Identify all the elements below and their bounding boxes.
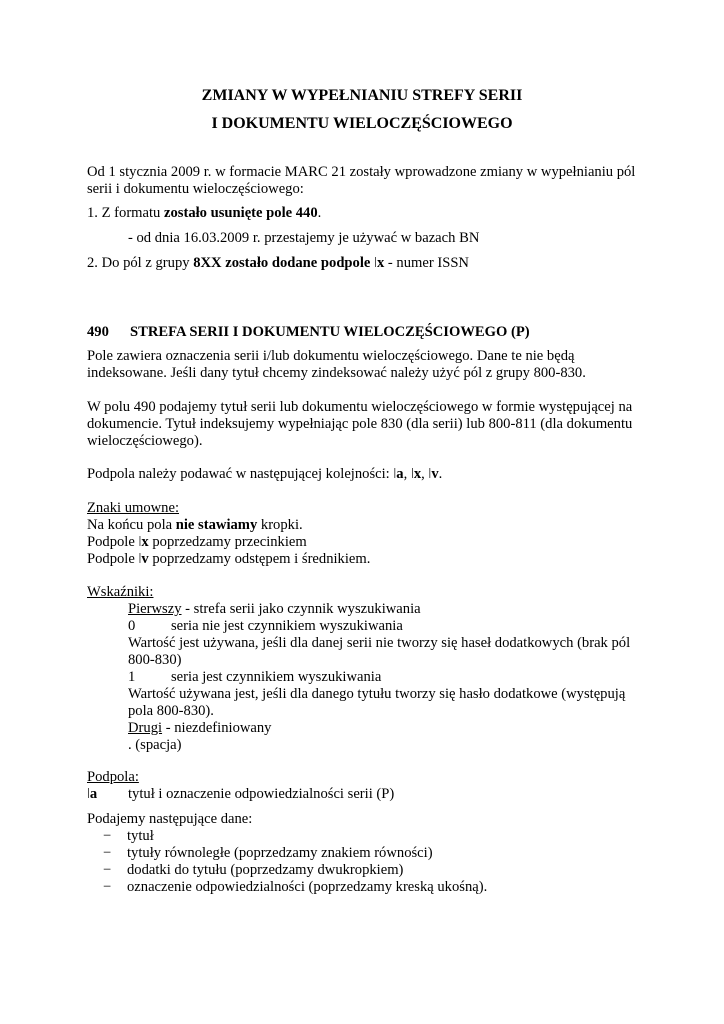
change-1-bold: zostało usunięte pole 440	[164, 205, 318, 221]
p2-line-2: dokumencie. Tytuł indeksujemy wypełniając pole 830 (dla serii) lub 800-811 (dla dokumentu	[87, 416, 633, 432]
p3-code-a: a	[396, 466, 404, 482]
change-2-code: x	[376, 255, 385, 271]
first-indicator-label: Pierwszy	[128, 601, 182, 617]
p3-end: .	[438, 466, 443, 482]
znaki-l1-prefix: Na końcu pola	[87, 517, 176, 533]
list-item	[87, 862, 647, 879]
wskazniki	[87, 584, 647, 754]
change-1-sub	[128, 230, 688, 247]
indicator-1-note-1: Wartość używana jest, jeśli dla danego tytułu tworzy się hasło dodatkowe (występują	[128, 686, 626, 702]
dash-bullet: −	[103, 879, 112, 895]
podajemy-dane	[87, 811, 647, 896]
znaki-umowne	[87, 500, 647, 568]
change-2-bold: 8XX zostało dodane podpole	[193, 255, 375, 271]
p3-sep: ,	[403, 466, 411, 482]
subfield-bar: ǀ	[87, 786, 90, 802]
znaki-l3-suffix: poprzedzamy odstępem i średnikiem.	[148, 551, 371, 567]
subfield-bar: ǀ	[410, 466, 414, 482]
section-heading	[87, 324, 647, 341]
znaki-l2-code: x	[141, 534, 149, 550]
list-item	[87, 879, 647, 896]
paragraph-1	[87, 348, 647, 382]
subfield-a-desc: tytuł i oznaczenie odpowiedzialności serii (P)	[128, 786, 395, 802]
znaki-l2-suffix: poprzedzamy przecinkiem	[148, 534, 307, 550]
title-line-2: I DOKUMENTU WIELOCZĘŚCIOWEGO	[211, 115, 513, 132]
indicator-0-note-2: 800-830)	[128, 652, 182, 668]
dash-bullet: −	[103, 845, 112, 861]
p1-line-2: indeksowane. Jeśli dany tytuł chcemy zindeksować należy użyć pól z grupy 800-830.	[87, 365, 586, 381]
list-item	[87, 845, 647, 862]
indicator-value-1: 1	[128, 669, 136, 685]
intro-line-1: Od 1 stycznia 2009 r. w formacie MARC 21 zostały wprowadzone zmiany w wypełnianiu pól	[87, 164, 636, 180]
second-indicator-desc: - niezdefiniowany	[162, 720, 272, 736]
p3-prefix: Podpola należy podawać w następującej kolejności:	[87, 466, 394, 482]
intro-paragraph	[87, 164, 647, 198]
second-indicator-label: Drugi	[128, 720, 163, 736]
znaki-l3-prefix: Podpole	[87, 551, 139, 567]
change-2-prefix: 2. Do pól z grupy	[87, 255, 194, 271]
znaki-l3-code: v	[141, 551, 149, 567]
znaki-l1-suffix: kropki.	[257, 517, 303, 533]
change-1-suffix: .	[317, 205, 322, 221]
p2-line-3: wieloczęściowego).	[87, 433, 203, 449]
indicator-0-note-1: Wartość jest używana, jeśli dla danej serii nie tworzy się haseł dodatkowych (brak pól	[128, 635, 631, 651]
subfield-bar: ǀ	[428, 466, 432, 482]
znaki-heading: Znaki umowne:	[87, 500, 180, 516]
paragraph-3	[87, 466, 647, 483]
subfield-bar: ǀ	[393, 466, 397, 482]
subfield-bar: ǀ	[138, 534, 142, 550]
change-1-prefix: 1. Z formatu	[87, 205, 165, 221]
list-item-text: tytuł	[127, 828, 154, 844]
intro-line-2: serii i dokumentu wieloczęściowego:	[87, 181, 304, 197]
p2-line-1: W polu 490 podajemy tytuł serii lub dokumentu wieloczęściowego w formie występującej na	[87, 399, 633, 415]
subfield-a-code: a	[89, 786, 98, 802]
paragraph-2	[87, 399, 647, 450]
list-item-text: tytuły równoległe (poprzedzamy znakiem równości)	[127, 845, 433, 861]
list-item	[87, 828, 647, 845]
indicator-value-0-desc: seria nie jest czynnikiem wyszukiwania	[171, 618, 403, 634]
title-line-1: ZMIANY W WYPEŁNIANIU STREFY SERII	[201, 87, 523, 104]
dash-bullet: −	[103, 828, 112, 844]
change-2-suffix: - numer ISSN	[384, 255, 469, 271]
indicator-value-1-desc: seria jest czynnikiem wyszukiwania	[171, 669, 382, 685]
subfield-bar: ǀ	[374, 255, 377, 271]
p3-code-x: x	[413, 466, 422, 482]
subfield-bar: ǀ	[138, 551, 142, 567]
section-number: 490	[87, 324, 109, 340]
wskazniki-heading: Wskaźniki:	[87, 584, 154, 600]
change-1	[87, 205, 647, 222]
p1-line-1: Pole zawiera oznaczenia serii i/lub dokumentu wieloczęściowego. Dane te nie będą	[87, 348, 575, 364]
change-2	[87, 255, 647, 272]
znaki-l2-prefix: Podpole	[87, 534, 139, 550]
dane-heading: Podajemy następujące dane:	[87, 811, 253, 827]
second-indicator-value: . (spacja)	[128, 737, 182, 753]
change-1-sub-text: - od dnia 16.03.2009 r. przestajemy je używać w bazach BN	[128, 230, 480, 246]
indicator-value-0: 0	[128, 618, 136, 634]
dash-bullet: −	[103, 862, 112, 878]
document-title	[0, 86, 724, 134]
podpola-heading: Podpola:	[87, 769, 139, 785]
znaki-l1-bold: nie stawiamy	[175, 517, 258, 533]
list-item-text: dodatki do tytułu (poprzedzamy dwukropkiem)	[127, 862, 404, 878]
section-title: STREFA SERII I DOKUMENTU WIELOCZĘŚCIOWEGO (P)	[130, 324, 530, 340]
podpola	[87, 769, 647, 803]
p3-sep: ,	[421, 466, 429, 482]
first-indicator-desc: - strefa serii jako czynnik wyszukiwania	[181, 601, 421, 617]
indicator-1-note-2: pola 800-830).	[128, 703, 214, 719]
list-item-text: oznaczenie odpowiedzialności (poprzedzamy kreską ukośną).	[127, 879, 488, 895]
p3-code-v: v	[431, 466, 439, 482]
